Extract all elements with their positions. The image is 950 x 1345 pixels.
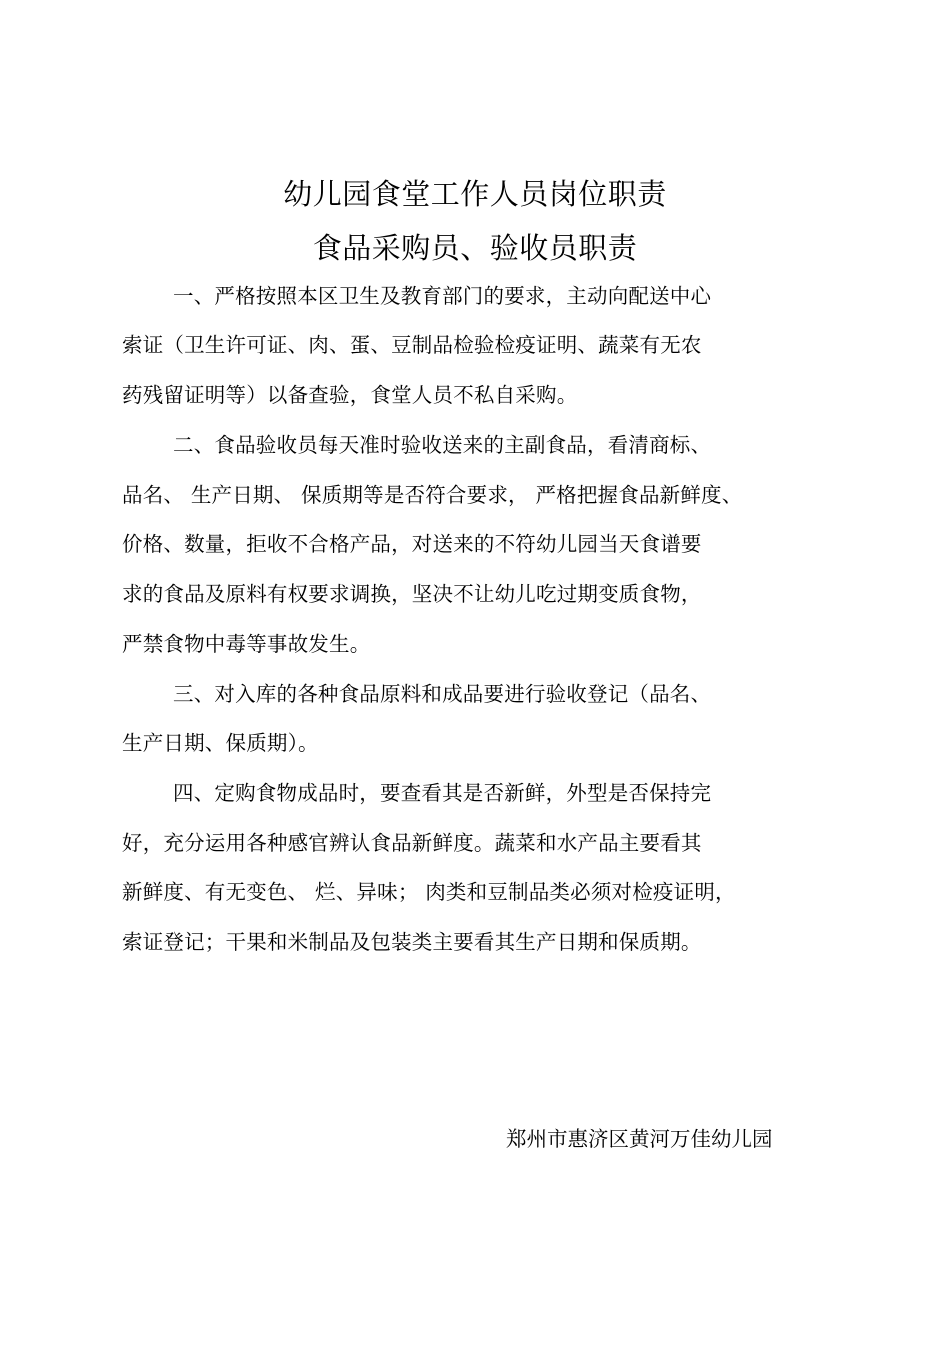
section-2-line-5: 严禁食物中毒等事故发生。	[122, 632, 371, 656]
section-1-line-1: 一、严格按照本区卫生及教育部门的要求，主动向配送中心	[173, 284, 712, 308]
section-3-line-2: 生产日期、保质期）。	[122, 731, 319, 755]
signature-organization: 郑州市惠济区黄河万佳幼儿园	[506, 1127, 773, 1151]
section-2-line-1: 二、食品验收员每天准时验收送来的主副食品，看清商标、	[173, 433, 712, 457]
section-4-line-4: 索证登记；干果和米制品及包装类主要看其生产日期和保质期。	[122, 930, 702, 954]
section-4-line-1: 四、定购食物成品时，要查看其是否新鲜，外型是否保持完	[173, 781, 712, 805]
document-subtitle: 食品采购员、验收员职责	[312, 231, 638, 265]
section-2-line-4: 求的食品及原料有权要求调换，坚决不让幼儿吃过期变质食物，	[122, 582, 702, 606]
section-4-line-3: 新鲜度、有无变色、 烂、异味； 肉类和豆制品类必须对检疫证明，	[122, 880, 736, 904]
section-1-line-2: 索证（卫生许可证、肉、蛋、豆制品检验检疫证明、蔬菜有无农	[122, 333, 702, 357]
section-2-line-3: 价格、数量，拒收不合格产品，对送来的不符幼儿园当天食谱要	[122, 532, 702, 556]
document-title: 幼儿园食堂工作人员岗位职责	[283, 177, 667, 211]
section-2-line-2: 品名、 生产日期、 保质期等是否符合要求， 严格把握食品新鲜度、	[122, 483, 743, 507]
section-4-line-2: 好，充分运用各种感官辨认食品新鲜度。蔬菜和水产品主要看其	[122, 831, 702, 855]
section-1-line-3: 药残留证明等）以备查验，食堂人员不私自采购。	[122, 383, 578, 407]
section-3-line-1: 三、对入库的各种食品原料和成品要进行验收登记（品名、	[173, 682, 712, 706]
